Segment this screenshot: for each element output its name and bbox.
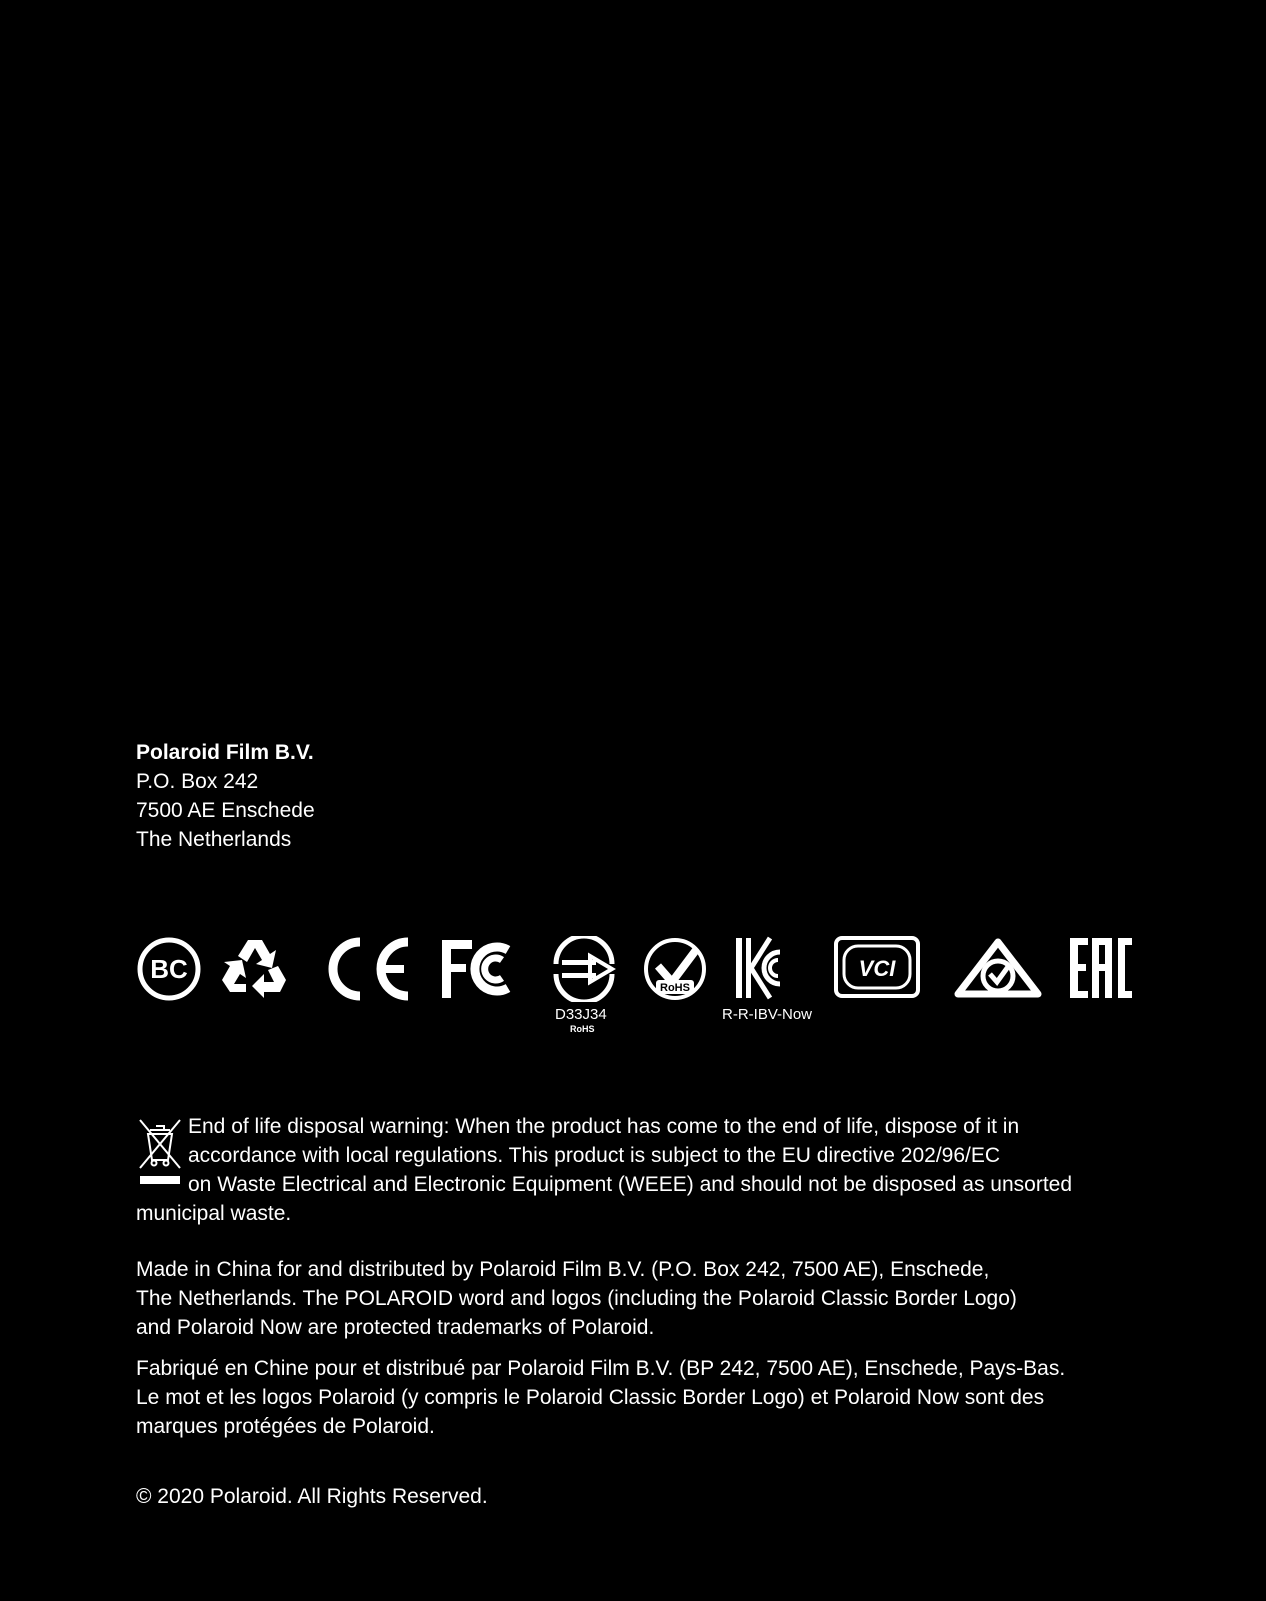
fcc-mark-icon: [440, 936, 522, 1002]
weee-line-3: on Waste Electrical and Electronic Equipment (WEEE) and should not be disposed as unsorted: [188, 1173, 1073, 1196]
kc-code: R-R-IBV-Now: [722, 1006, 813, 1023]
vcci-mark-text: VCI: [858, 956, 896, 981]
bsmi-rohs-label: RoHS: [570, 1024, 595, 1034]
weee-line-2: accordance with local regulations. This product is subject to the EU directive 202/96/EC: [188, 1144, 1001, 1167]
legal-french: [136, 1354, 1136, 1441]
legal-french-line-1: Fabriqué en Chine pour et distribué par Polaroid Film B.V. (BP 242, 7500 AE), Enschede, Pays-Bas.: [136, 1357, 1066, 1380]
address-line-3: The Netherlands: [136, 828, 292, 851]
copyright: © 2020 Polaroid. All Rights Reserved.: [136, 1485, 488, 1508]
vcci-mark-icon: [834, 936, 920, 998]
bc-mark-icon: [136, 936, 202, 1002]
recycle-icon: [218, 936, 292, 1002]
weee-line-1: End of life disposal warning: When the product has come to the end of life, dispose of it in: [188, 1115, 1020, 1138]
company-address: [136, 738, 315, 854]
certification-logos: [136, 936, 1136, 1036]
weee-line-4: municipal waste.: [136, 1202, 292, 1225]
bc-mark-text: BC: [150, 954, 188, 984]
legal-english-line-1: Made in China for and distributed by Polaroid Film B.V. (P.O. Box 242, 7500 AE), Enschede,: [136, 1258, 990, 1281]
kc-mark-icon: [734, 936, 784, 1002]
weee-warning: [136, 1112, 1116, 1228]
address-line-2: 7500 AE Enschede: [136, 799, 315, 822]
address-line-1: P.O. Box 242: [136, 770, 259, 793]
ce-mark-icon: [324, 936, 414, 1002]
legal-english-line-2: The Netherlands. The POLAROID word and logos (including the Polaroid Classic Border Logo): [136, 1287, 1017, 1310]
bsmi-mark-icon: [550, 936, 618, 1002]
legal-french-line-2: Le mot et les logos Polaroid (y compris le Polaroid Classic Border Logo) et Polaroid Now sont des: [136, 1386, 1045, 1409]
rohs-badge-icon: [642, 936, 708, 1002]
rohs-badge-text: RoHS: [660, 982, 690, 994]
bsmi-code: D33J34: [555, 1006, 607, 1023]
legal-english: [136, 1255, 1136, 1342]
legal-english-line-3: and Polaroid Now are protected trademarks of Polaroid.: [136, 1316, 655, 1339]
eac-mark-icon: [1068, 936, 1132, 1002]
company-name: Polaroid Film B.V.: [136, 741, 314, 764]
rcm-mark-icon: [952, 936, 1044, 1002]
crossed-bin-icon: [136, 1116, 188, 1196]
legal-french-line-3: marques protégées de Polaroid.: [136, 1415, 435, 1438]
